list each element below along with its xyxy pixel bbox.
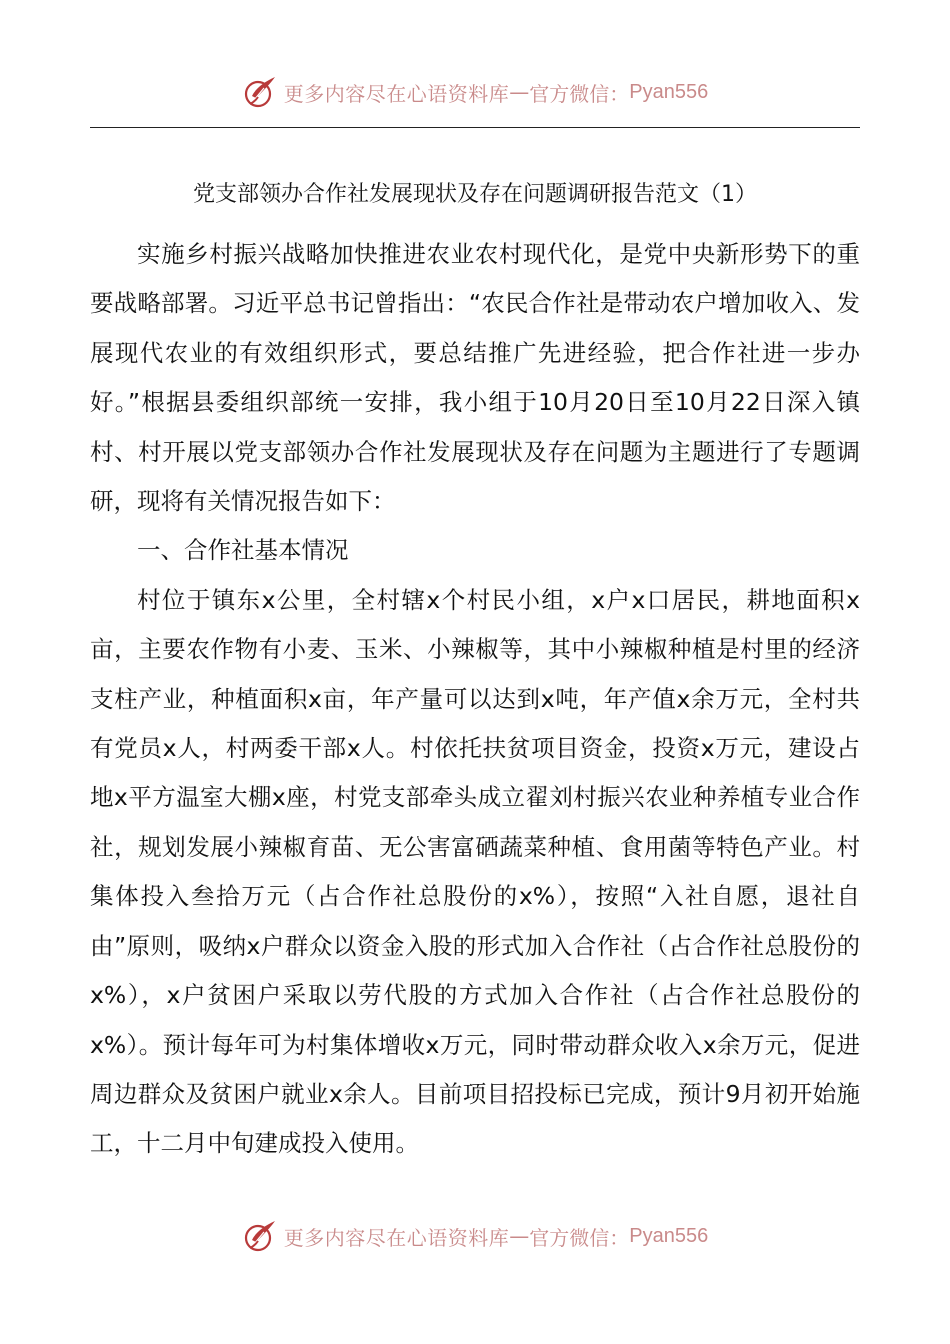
watermark-separator: — bbox=[509, 80, 530, 104]
watermark-text: 更多内容尽在心语资料库 bbox=[283, 1225, 510, 1250]
document-title: 党支部领办合作社发展现状及存在问题调研报告范文（1） bbox=[193, 182, 757, 207]
document-body bbox=[90, 230, 860, 1169]
intro-paragraph: 实施乡村振兴战略加快推进农业农村现代化，是党中央新形势下的重要战略部署。习近平总书记曾指出：“农民合作社是带动农户增加收入、发展现代农业的有效组织形式，要总结推广先进经验，把合作社进一步办好。”根据县委组织部统一安排，我小组于10月20日至10月22日深入镇村、村开展以党支部领办合作社发展现状及存在问题为主题进行了专题调研，现将有关情况报告如下： bbox=[90, 240, 860, 516]
section-heading: 一、合作社基本情况 bbox=[137, 536, 349, 565]
watermark-contact-id: Pyan556 bbox=[629, 1224, 709, 1247]
footer-watermark bbox=[0, 1216, 950, 1256]
watermark-contact-id: Pyan556 bbox=[629, 80, 709, 103]
quill-logo-icon bbox=[242, 74, 278, 110]
watermark-separator: — bbox=[509, 1224, 530, 1248]
watermark-contact-label: 官方微信： bbox=[529, 81, 630, 106]
watermark-contact-label: 官方微信： bbox=[529, 1225, 630, 1250]
quill-logo-icon bbox=[242, 1218, 278, 1254]
section-paragraph: 村位于镇东x公里，全村辖x个村民小组，x户x口居民，耕地面积x亩，主要农作物有小麦、玉米、小辣椒等，其中小辣椒种植是村里的经济支柱产业，种植面积x亩，年产量可以达到x吨，年产值x余万元，全村共有党员x人，村两委干部x人。村依托扶贫项目资金，投资x万元，建设占地x平方温室大棚x座，村党支部牵头成立翟刘村振兴农业种养植专业合作社，规划发展小辣椒育苗、无公害富硒蔬菜种植、食用菌等特色产业。村集体投入叁拾万元（占合作社总股份的x%），按照“入社自愿，退社自由”原则，吸纳x户群众以资金入股的形式加入合作社（占合作社总股份的x%），x户贫困户采取以劳代股的方式加入合作社（占合作社总股份的x%）。预计每年可为村集体增收x万元，同时带动群众收入x余万元，促进周边群众及贫困户就业x余人。目前项目招投标已完成，预计9月初开始施工，十二月中旬建成投入使用。 bbox=[90, 585, 860, 1158]
watermark-text: 更多内容尽在心语资料库 bbox=[283, 81, 510, 106]
header-watermark bbox=[0, 72, 950, 112]
header-divider bbox=[90, 127, 860, 128]
